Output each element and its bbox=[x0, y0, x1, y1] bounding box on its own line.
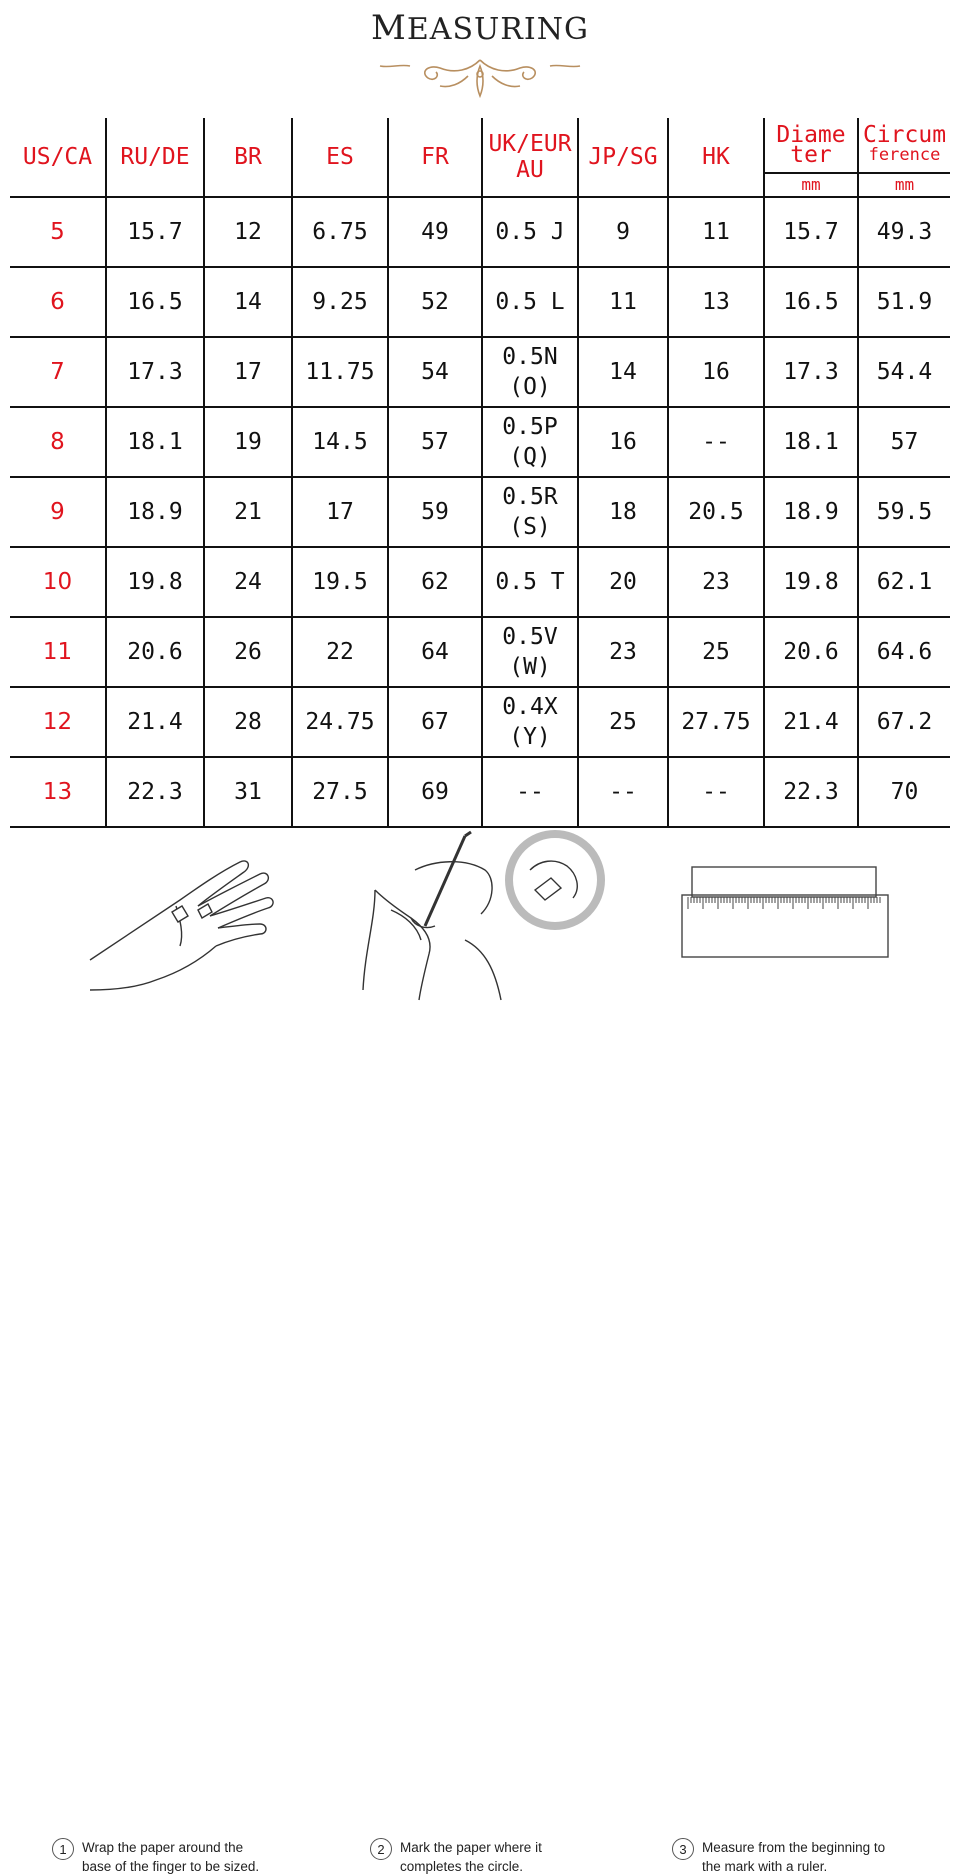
cell-jp: 23 bbox=[578, 617, 668, 687]
table-row bbox=[10, 407, 950, 477]
cell-uk-line1: 0.5R bbox=[502, 484, 558, 510]
cell-uk-line1: 0.5 L bbox=[495, 289, 565, 315]
cell-hk: 27.75 bbox=[668, 687, 764, 757]
cell-dia: 15.7 bbox=[764, 197, 858, 267]
cell-us: 8 bbox=[10, 407, 106, 477]
cell-ru: 17.3 bbox=[106, 337, 204, 407]
cell-uk-line2: (Q) bbox=[509, 444, 551, 470]
step-3-caption bbox=[672, 1838, 885, 1876]
cell-uk bbox=[482, 477, 578, 547]
table-header-row bbox=[10, 118, 950, 197]
cell-us: 12 bbox=[10, 687, 106, 757]
cell-us: 13 bbox=[10, 757, 106, 827]
step-3-number: 3 bbox=[672, 1838, 694, 1860]
cell-us: 10 bbox=[10, 547, 106, 617]
cell-es: 6.75 bbox=[292, 197, 388, 267]
cell-hk: 23 bbox=[668, 547, 764, 617]
ring-size-table bbox=[10, 118, 950, 828]
table-row bbox=[10, 267, 950, 337]
cell-circ: 70 bbox=[858, 757, 950, 827]
cell-br: 17 bbox=[204, 337, 292, 407]
col-hk: HK bbox=[668, 118, 764, 197]
cell-hk: 13 bbox=[668, 267, 764, 337]
cell-circ: 67.2 bbox=[858, 687, 950, 757]
cell-dia: 21.4 bbox=[764, 687, 858, 757]
col-circ-unit: mm bbox=[859, 172, 950, 196]
cell-uk-line2: (S) bbox=[509, 514, 551, 540]
step-3-line2: the mark with a ruler. bbox=[702, 1859, 828, 1874]
col-diameter-line1: Diame bbox=[776, 122, 846, 148]
step-2-number: 2 bbox=[370, 1838, 392, 1860]
col-fr: FR bbox=[388, 118, 482, 197]
cell-fr: 69 bbox=[388, 757, 482, 827]
cell-hk: -- bbox=[668, 757, 764, 827]
cell-hk: 11 bbox=[668, 197, 764, 267]
cell-jp: 9 bbox=[578, 197, 668, 267]
table-row bbox=[10, 477, 950, 547]
cell-es: 24.75 bbox=[292, 687, 388, 757]
cell-es: 22 bbox=[292, 617, 388, 687]
table-row bbox=[10, 547, 950, 617]
cell-fr: 64 bbox=[388, 617, 482, 687]
cell-uk bbox=[482, 617, 578, 687]
step-1-caption bbox=[52, 1838, 259, 1876]
cell-es: 9.25 bbox=[292, 267, 388, 337]
col-us-ca: US/CA bbox=[10, 118, 106, 197]
cell-us: 5 bbox=[10, 197, 106, 267]
cell-uk-line2: (Y) bbox=[509, 724, 551, 750]
step-1-number: 1 bbox=[52, 1838, 74, 1860]
cell-uk-line1: -- bbox=[516, 779, 544, 805]
measuring-steps bbox=[0, 830, 960, 1874]
cell-uk-line2: (W) bbox=[509, 654, 551, 680]
col-uk-line2: AU bbox=[516, 157, 544, 183]
col-diameter-unit: mm bbox=[765, 172, 857, 196]
cell-fr: 54 bbox=[388, 337, 482, 407]
cell-es: 27.5 bbox=[292, 757, 388, 827]
cell-es: 19.5 bbox=[292, 547, 388, 617]
cell-es: 11.75 bbox=[292, 337, 388, 407]
cell-uk-line1: 0.4X bbox=[502, 694, 558, 720]
cell-fr: 59 bbox=[388, 477, 482, 547]
cell-fr: 67 bbox=[388, 687, 482, 757]
table-row bbox=[10, 617, 950, 687]
col-diameter-line2: ter bbox=[790, 142, 832, 168]
cell-dia: 18.9 bbox=[764, 477, 858, 547]
table-row bbox=[10, 337, 950, 407]
cell-circ: 49.3 bbox=[858, 197, 950, 267]
ornament-divider-icon bbox=[240, 52, 720, 102]
cell-jp: 20 bbox=[578, 547, 668, 617]
cell-circ: 57 bbox=[858, 407, 950, 477]
step-1-line2: base of the finger to be sized. bbox=[82, 1859, 260, 1874]
col-circumference bbox=[858, 118, 950, 197]
cell-us: 9 bbox=[10, 477, 106, 547]
col-circ-line1: Circum bbox=[862, 122, 947, 148]
cell-es: 14.5 bbox=[292, 407, 388, 477]
hand-wrap-icon bbox=[80, 850, 310, 1000]
cell-us: 6 bbox=[10, 267, 106, 337]
cell-jp: 16 bbox=[578, 407, 668, 477]
cell-uk bbox=[482, 407, 578, 477]
cell-uk bbox=[482, 337, 578, 407]
col-uk-eur-au bbox=[482, 118, 578, 197]
ruler-icon bbox=[680, 865, 900, 965]
col-uk-line1: UK/EUR bbox=[488, 131, 572, 157]
cell-br: 14 bbox=[204, 267, 292, 337]
cell-dia: 18.1 bbox=[764, 407, 858, 477]
cell-br: 12 bbox=[204, 197, 292, 267]
cell-hk: -- bbox=[668, 407, 764, 477]
cell-ru: 21.4 bbox=[106, 687, 204, 757]
table-row bbox=[10, 757, 950, 827]
cell-hk: 20.5 bbox=[668, 477, 764, 547]
table-row bbox=[10, 197, 950, 267]
cell-hk: 25 bbox=[668, 617, 764, 687]
step-1-line1: Wrap the paper around the bbox=[82, 1840, 244, 1855]
cell-ru: 22.3 bbox=[106, 757, 204, 827]
cell-br: 26 bbox=[204, 617, 292, 687]
col-ru-de: RU/DE bbox=[106, 118, 204, 197]
cell-uk-line1: 0.5 T bbox=[495, 569, 565, 595]
cell-jp: -- bbox=[578, 757, 668, 827]
cell-ru: 19.8 bbox=[106, 547, 204, 617]
title-rest: EASURING bbox=[406, 12, 589, 47]
cell-br: 19 bbox=[204, 407, 292, 477]
cell-fr: 62 bbox=[388, 547, 482, 617]
cell-us: 7 bbox=[10, 337, 106, 407]
cell-us: 11 bbox=[10, 617, 106, 687]
cell-jp: 11 bbox=[578, 267, 668, 337]
cell-ru: 18.1 bbox=[106, 407, 204, 477]
cell-br: 28 bbox=[204, 687, 292, 757]
col-br: BR bbox=[204, 118, 292, 197]
col-jp-sg: JP/SG bbox=[578, 118, 668, 197]
table-row bbox=[10, 687, 950, 757]
cell-ru: 15.7 bbox=[106, 197, 204, 267]
cell-es: 17 bbox=[292, 477, 388, 547]
step-3-line1: Measure from the beginning to bbox=[702, 1840, 886, 1855]
cell-ru: 16.5 bbox=[106, 267, 204, 337]
cell-uk bbox=[482, 547, 578, 617]
cell-br: 21 bbox=[204, 477, 292, 547]
cell-uk bbox=[482, 687, 578, 757]
hand-mark-icon bbox=[355, 830, 625, 1005]
cell-circ: 59.5 bbox=[858, 477, 950, 547]
cell-uk-line1: 0.5V bbox=[502, 624, 558, 650]
title-first-letter: M bbox=[371, 8, 407, 48]
cell-uk bbox=[482, 757, 578, 827]
cell-dia: 20.6 bbox=[764, 617, 858, 687]
cell-br: 31 bbox=[204, 757, 292, 827]
step-2-line2: completes the circle. bbox=[400, 1859, 524, 1874]
cell-uk-line1: 0.5 J bbox=[495, 219, 565, 245]
cell-uk-line2: (O) bbox=[509, 374, 551, 400]
cell-circ: 51.9 bbox=[858, 267, 950, 337]
cell-jp: 18 bbox=[578, 477, 668, 547]
cell-dia: 22.3 bbox=[764, 757, 858, 827]
cell-uk-line1: 0.5N bbox=[502, 344, 558, 370]
col-diameter bbox=[764, 118, 858, 197]
cell-jp: 14 bbox=[578, 337, 668, 407]
cell-dia: 19.8 bbox=[764, 547, 858, 617]
cell-uk bbox=[482, 267, 578, 337]
cell-fr: 57 bbox=[388, 407, 482, 477]
cell-ru: 18.9 bbox=[106, 477, 204, 547]
col-es: ES bbox=[292, 118, 388, 197]
page-title bbox=[0, 8, 960, 48]
cell-circ: 62.1 bbox=[858, 547, 950, 617]
step-2-caption bbox=[370, 1838, 542, 1876]
col-circ-line2: ference bbox=[868, 145, 941, 165]
cell-circ: 54.4 bbox=[858, 337, 950, 407]
cell-uk-line1: 0.5P bbox=[502, 414, 558, 440]
cell-ru: 20.6 bbox=[106, 617, 204, 687]
cell-dia: 16.5 bbox=[764, 267, 858, 337]
cell-circ: 64.6 bbox=[858, 617, 950, 687]
cell-hk: 16 bbox=[668, 337, 764, 407]
cell-uk bbox=[482, 197, 578, 267]
cell-br: 24 bbox=[204, 547, 292, 617]
cell-fr: 49 bbox=[388, 197, 482, 267]
cell-fr: 52 bbox=[388, 267, 482, 337]
cell-dia: 17.3 bbox=[764, 337, 858, 407]
step-2-line1: Mark the paper where it bbox=[400, 1840, 542, 1855]
cell-jp: 25 bbox=[578, 687, 668, 757]
